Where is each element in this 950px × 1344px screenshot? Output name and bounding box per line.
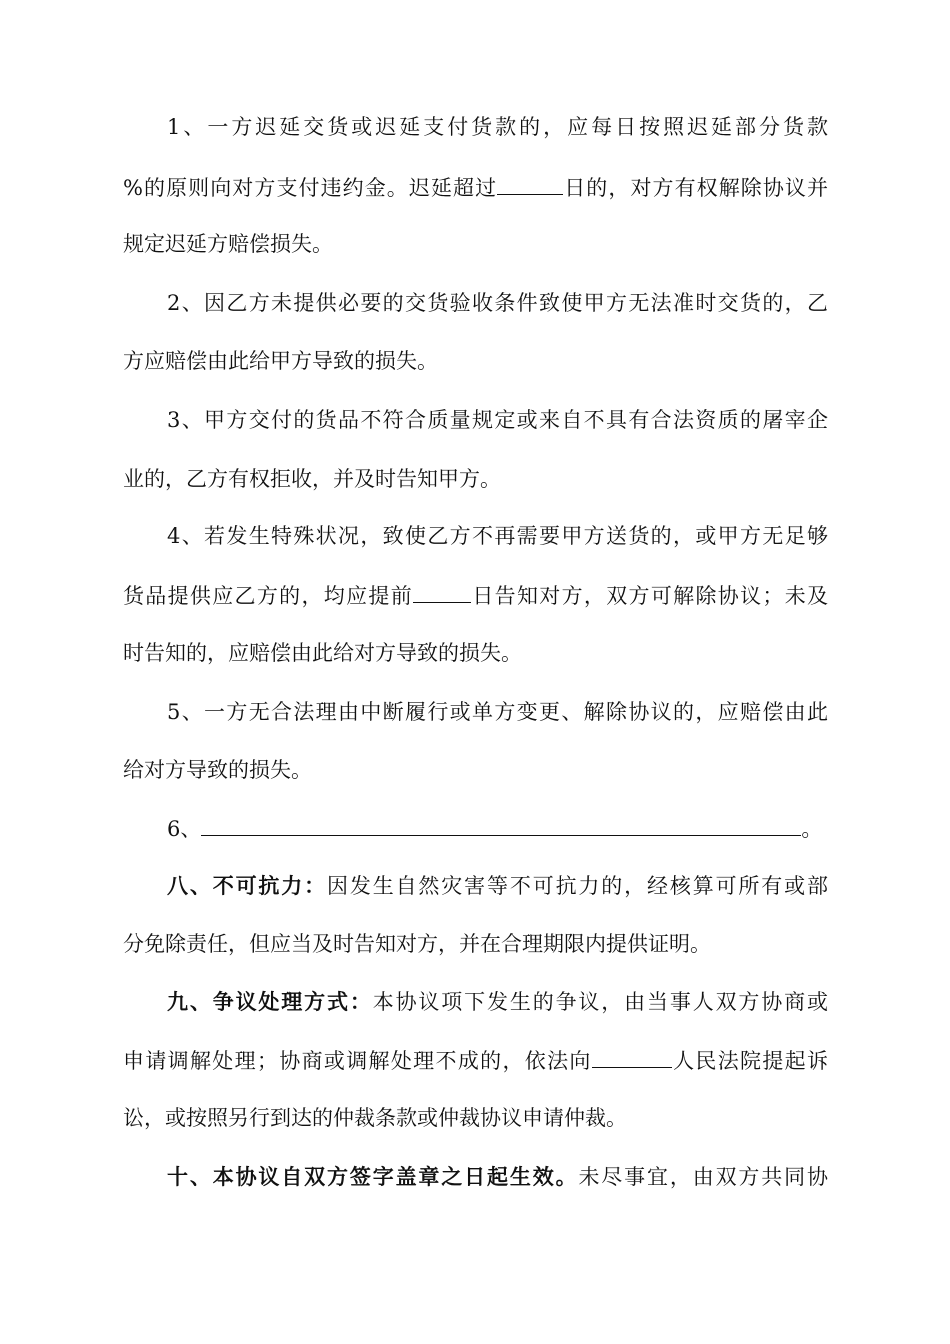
clause-2-text: 方应赔偿由此给甲方导致的损失。 xyxy=(123,349,438,373)
clause-4-text: 时告知的，应赔偿由此给对方导致的损失。 xyxy=(123,641,522,665)
clause-1-text: 1、一方迟延交货或迟延支付货款的，应每日按照迟延部分货款 xyxy=(167,115,828,139)
section-8-text: 因发生自然灾害等不可抗力的，经核算可所有或部 xyxy=(327,874,828,898)
clause-4-text: 货品提供应乙方的，均应提前 xyxy=(123,584,414,608)
section-9-line-1 xyxy=(123,987,828,1017)
section-9-text: 申请调解处理；协商或调解处理不成的，依法向 xyxy=(123,1049,592,1073)
clause-1-text: %的原则向对方支付违约金。迟延超过 xyxy=(123,176,498,200)
clause-5-text: 5、一方无合法理由中断履行或单方变更、解除协议的，应赔偿由此 xyxy=(167,700,828,724)
section-8-line-1 xyxy=(123,871,828,901)
section-9-line-3 xyxy=(123,1103,828,1133)
section-9-line-2 xyxy=(123,1045,828,1075)
clause-3-line-2 xyxy=(123,464,828,494)
clause-3-text: 业的，乙方有权拒收，并及时告知甲方。 xyxy=(123,467,501,491)
clause-2-text: 2、因乙方未提供必要的交货验收条件致使甲方无法准时交货的，乙 xyxy=(167,291,828,315)
fill-blank xyxy=(201,813,801,836)
section-8-line-2 xyxy=(123,929,828,959)
clause-1-text: 日的，对方有权解除协议并 xyxy=(563,176,828,200)
clause-4-text: 4、若发生特殊状况，致使乙方不再需要甲方送货的，或甲方无足够 xyxy=(167,524,828,548)
clause-6-line-1 xyxy=(123,813,828,843)
clause-5-line-1 xyxy=(123,697,828,727)
clause-1-line-3 xyxy=(123,229,828,259)
clause-3-text: 3、甲方交付的货品不符合质量规定或来自不具有合法资质的屠宰企 xyxy=(167,408,828,432)
clause-4-line-2 xyxy=(123,580,828,610)
clause-4-text: 日告知对方，双方可解除协议；未及 xyxy=(471,584,828,608)
clause-2-line-2 xyxy=(123,346,828,376)
clause-1-line-1 xyxy=(123,112,828,142)
fill-blank xyxy=(592,1045,672,1068)
fill-blank xyxy=(413,580,471,603)
clause-1-line-2 xyxy=(123,172,828,202)
fill-blank xyxy=(497,172,563,195)
section-9-text: 人民法院提起诉 xyxy=(671,1049,828,1073)
clause-1-text: 规定迟延方赔偿损失。 xyxy=(123,232,333,256)
section-9-text: 本协议项下发生的争议，由当事人双方协商或 xyxy=(372,990,828,1014)
section-9-heading: 九、争议处理方式： xyxy=(167,989,373,1014)
section-8-text: 分免除责任，但应当及时告知对方，并在合理期限内提供证明。 xyxy=(123,932,711,956)
section-10-text: 未尽事宜，由双方共同协 xyxy=(578,1165,828,1189)
clause-2-line-1 xyxy=(123,288,828,318)
section-10-line-1 xyxy=(123,1162,828,1192)
clause-4-line-1 xyxy=(123,521,828,551)
clause-3-line-1 xyxy=(123,405,828,435)
section-8-heading: 八、不可抗力： xyxy=(167,873,327,898)
clause-5-line-2 xyxy=(123,755,828,785)
clause-6-text: 。 xyxy=(801,817,823,841)
clause-4-line-3 xyxy=(123,638,828,668)
section-9-text: 讼，或按照另行到达的仲裁条款或仲裁协议申请仲裁。 xyxy=(123,1106,627,1130)
clause-6-text: 6、 xyxy=(167,817,202,841)
clause-5-text: 给对方导致的损失。 xyxy=(123,758,312,782)
section-10-heading: 十、本协议自双方签字盖章之日起生效。 xyxy=(167,1164,579,1189)
